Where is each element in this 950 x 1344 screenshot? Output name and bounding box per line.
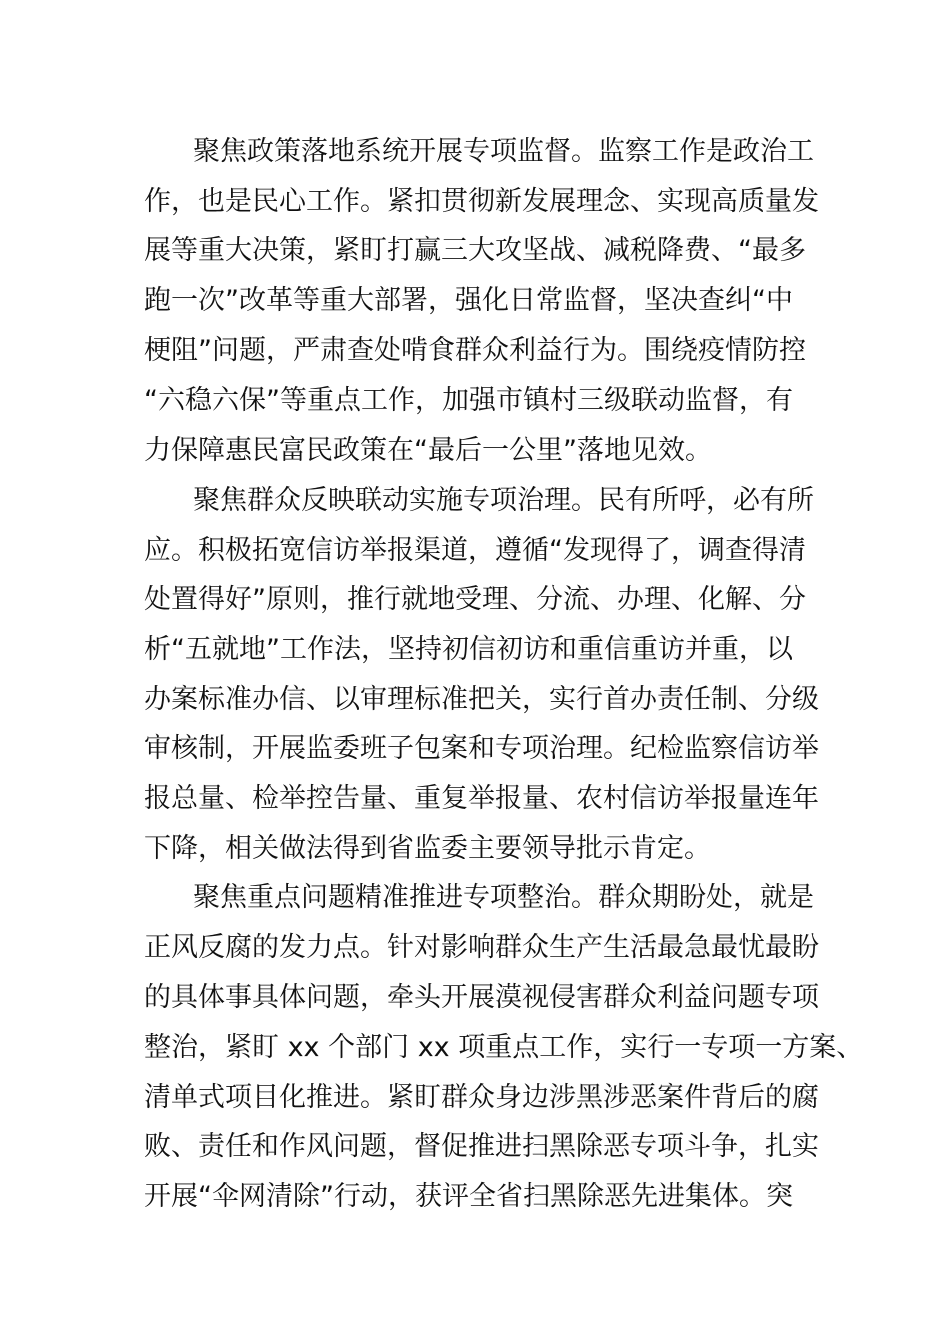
paragraph-2-line-7: 报总量、检举控告量、重复举报量、农村信访举报量连年 [144,783,819,814]
paragraph-3-line-5: 清单式项目化推进。紧盯群众身边涉黑涉恶案件背后的腐 [144,1082,819,1113]
paragraph-1-line-7: 力保障惠民富民政策在“最后一公里”落地见效。 [144,435,712,466]
paragraph-2-line-5: 办案标准办信、以审理标准把关，实行首办责任制、分级 [144,684,819,715]
paragraph-1-line-3: 展等重大决策，紧盯打赢三大攻坚战、减税降费、“最多 [144,235,806,266]
paragraph-3-line-6: 败、责任和作风问题，督促推进扫黑除恶专项斗争，扎实 [144,1131,819,1162]
paragraph-1-line-5: 梗阻”问题，严肃查处啃食群众利益行为。围绕疫情防控 [144,335,806,366]
paragraph-2-line-6: 审核制，开展监委班子包案和专项治理。纪检监察信访举 [144,733,819,764]
paragraph-1-line-6: “六稳六保”等重点工作，加强市镇村三级联动监督，有 [144,385,793,416]
paragraph-3-line-1: 聚焦重点问题精准推进专项整治。群众期盼处，就是 [193,882,814,913]
paragraph-2-line-3: 处置得好”原则，推行就地受理、分流、办理、化解、分 [144,584,806,615]
paragraph-3-line-3: 的具体事具体问题，牵头开展漠视侵害群众利益问题专项 [144,982,819,1013]
paragraph-1-line-4: 跑一次”改革等重大部署，强化日常监督，坚决查纠“中 [144,285,793,316]
paragraph-3-line-4: 整治，紧盯 xx 个部门 xx 项重点工作，实行一专项一方案、 [144,1032,864,1063]
paragraph-1-line-2: 作，也是民心工作。紧扣贯彻新发展理念、实现高质量发 [144,186,819,217]
paragraph-3-line-7: 开展“伞网清除”行动，获评全省扫黑除恶先进集体。突 [144,1181,793,1212]
paragraph-2-line-1: 聚焦群众反映联动实施专项治理。民有所呼，必有所 [193,485,814,516]
paragraph-2-line-2: 应。积极拓宽信访举报渠道，遵循“发现得了，调查得清 [144,535,806,566]
paragraph-2-line-8: 下降，相关做法得到省监委主要领导批示肯定。 [144,833,711,864]
paragraph-1-line-1: 聚焦政策落地系统开展专项监督。监察工作是政治工 [193,136,814,167]
paragraph-3-line-2: 正风反腐的发力点。针对影响群众生产生活最急最忧最盼 [144,932,819,963]
paragraph-2-line-4: 析“五就地”工作法，坚持初信初访和重信重访并重，以 [144,634,793,665]
